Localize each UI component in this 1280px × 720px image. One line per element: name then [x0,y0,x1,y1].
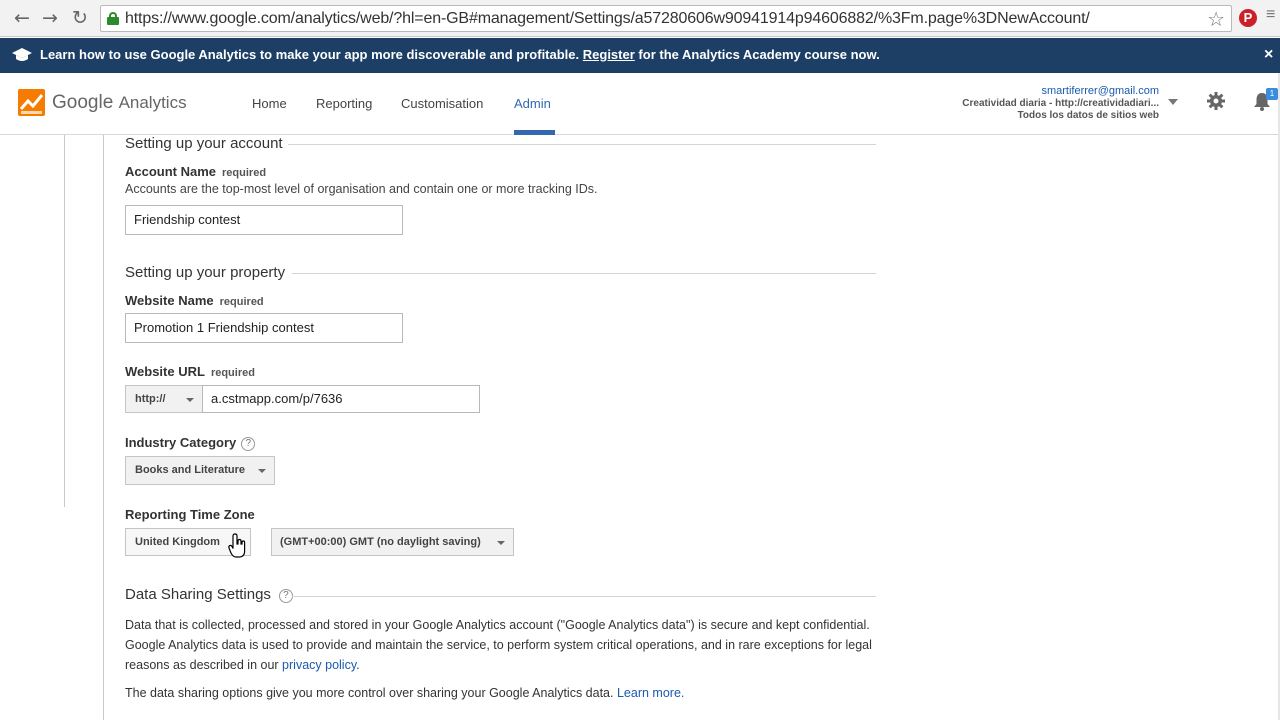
banner-text-after: for the Analytics Academy course now. [638,47,880,62]
back-arrow-icon[interactable]: ← [14,7,30,29]
caret-down-icon [258,469,266,473]
academy-banner [0,38,1280,73]
data-sharing-options-paragraph [125,683,885,703]
banner-text-before: Learn how to use Google Analytics to make your app more discoverable and profitable. [40,47,580,62]
protocol-select[interactable] [125,385,203,413]
google-analytics-logo-icon [18,89,45,116]
section-divider [292,596,876,597]
required-tag: required [219,296,264,308]
section-title-data-sharing [125,586,293,603]
industry-category-select[interactable] [125,456,275,485]
banner-message [40,47,880,62]
website-url-label-text: Website URL [125,364,205,379]
country-value: United Kingdom [135,536,220,548]
privacy-policy-link[interactable]: privacy policy [282,658,357,672]
timezone-select[interactable] [271,528,514,556]
industry-category-label-text: Industry Category [125,435,237,450]
section-title-account: Setting up your account [125,135,283,152]
account-email[interactable]: smartiferrer@gmail.com [1041,85,1159,97]
hand-cursor-icon [228,533,246,559]
chevron-down-icon[interactable] [1168,99,1178,105]
forward-arrow-icon[interactable]: → [42,7,58,29]
ga-header [0,73,1280,135]
nav-customisation[interactable]: Customisation [401,96,484,111]
browser-toolbar [0,0,1280,37]
help-icon[interactable]: ? [241,437,255,451]
left-rail [64,135,65,507]
website-url-label [125,364,255,379]
website-url-input[interactable]: a.cstmapp.com/p/7636 [202,385,480,413]
reporting-time-zone-label: Reporting Time Zone [125,507,255,522]
data-sharing-options-text: The data sharing options give you more control over sharing your Google Analytics data. [125,686,614,700]
help-icon[interactable]: ? [279,589,293,603]
address-bar[interactable] [100,5,1232,32]
gear-icon[interactable] [1207,92,1225,110]
pinterest-extension-icon[interactable]: P [1239,9,1257,27]
industry-category-value: Books and Literature [135,464,246,476]
register-link[interactable]: Register [582,47,635,62]
section-divider [288,144,876,145]
reload-icon[interactable]: ↻ [72,7,88,29]
lock-icon [107,12,119,25]
nav-reporting[interactable]: Reporting [316,96,373,111]
bookmark-star-icon[interactable]: ☆ [1207,7,1225,31]
timezone-value: (GMT+00:00) GMT (no daylight saving) [280,536,481,548]
learn-more-link[interactable]: Learn more. [616,686,685,700]
brand-analytics: Analytics [118,93,187,112]
account-name[interactable]: Creatividad diaria - http://creatividadiari... [962,98,1159,109]
account-view[interactable]: Todos los datos de sitios web [1017,110,1159,121]
content-rail [103,135,104,720]
protocol-value: http:// [135,393,166,405]
account-name-input[interactable]: Friendship contest [125,205,403,235]
data-sharing-text: Data that is collected, processed and stored in your Google Analytics account ("Google Analytics data") is secure and kept confidential. Google Analytics data is used to provide and maintain the service, to perform system critical operations, and in rare exceptions for legal reasons as described in our [125,618,872,672]
website-name-label-text: Website Name [125,293,214,308]
menu-icon[interactable]: ≡ [1266,6,1276,23]
brand-google: Google [52,92,114,113]
required-tag: required [222,167,267,179]
account-name-label [125,164,266,179]
nav-home[interactable]: Home [252,96,287,111]
required-tag: required [210,367,255,379]
caret-down-icon [497,541,505,545]
website-name-label [125,293,264,308]
graduation-cap-icon [12,47,32,63]
account-name-label-text: Account Name [125,164,217,179]
data-sharing-paragraph [125,615,885,675]
data-sharing-title-text: Data Sharing Settings [125,586,271,603]
close-icon[interactable]: × [1264,46,1274,63]
caret-down-icon [186,398,194,402]
notification-badge: 1 [1266,88,1278,100]
account-name-help: Accounts are the top-most level of organisation and contain one or more tracking IDs. [125,182,598,196]
industry-category-label [125,435,255,451]
section-title-property: Setting up your property [125,264,286,281]
url-text[interactable]: https://www.google.com/analytics/web/?hl=en-GB#management/Settings/a57280606w90941914p94606882/%3Fm.page%3DNewAccount/ [125,10,1090,27]
section-divider [292,273,876,274]
active-nav-indicator [514,130,555,135]
website-name-input[interactable]: Promotion 1 Friendship contest [125,313,403,343]
ga-wordmark[interactable] [52,92,187,114]
period: . [356,658,360,672]
nav-admin[interactable]: Admin [514,96,551,111]
